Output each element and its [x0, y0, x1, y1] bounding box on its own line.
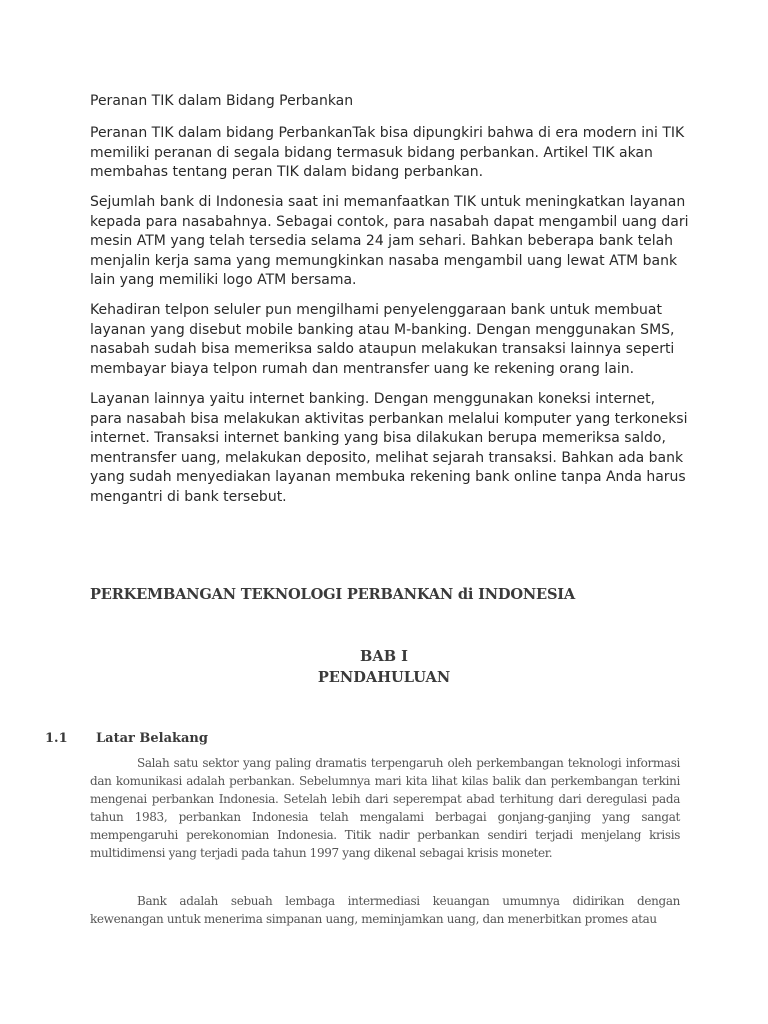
- paragraph-4: Layanan lainnya yaitu internet banking. Dengan menggunakan koneksi internet, para nasabah bisa melakukan aktivitas perbankan melalui komputer yang terkoneksi internet. Transaksi internet banking yang bisa dilakukan berupa memeriksa saldo, mentransfer uang, melakukan deposito, melihat sejarah transaksi. Bahkan ada bank yang sudah menyediakan layanan membuka rekening bank online tanpa Anda harus mengantri di bank tersebut.: [90, 391, 688, 505]
- chapter-title: PENDAHULUAN: [317, 669, 451, 686]
- subsection-paragraph-2: Bank adalah sebuah lembaga intermediasi keuangan umumnya didirikan dengan kewenangan untuk menerima simpanan uang, meminjamkan uang, dan menerbitkan promes atau: [90, 894, 680, 926]
- subsection-paragraph-1: Salah satu sektor yang paling dramatis terpengaruh oleh perkembangan teknologi informasi dan komunikasi adalah perbankan. Sebelumnya mari kita lihat kilas balik dan perkembangan terkini mengenai perbankan Indonesia. Setelah lebih dari seperempat abad terhitung dari deregulasi pada tahun 1983, perbankan Indonesia telah mengalami berbagai gonjang-ganjing yang sangat mempengaruhi perekonomian Indonesia. Titik nadir perbankan sendiri terjadi menjelang krisis multidimensi yang terjadi pada tahun 1997 yang dikenal sebagai krisis moneter.: [90, 756, 680, 860]
- subsection-number: 1.1: [45, 731, 68, 746]
- subsection-title: Latar Belakang: [96, 731, 208, 746]
- paragraph-2: Sejumlah bank di Indonesia saat ini memanfaatkan TIK untuk meningkatkan layanan kepada para nasabahnya. Sebagai contok, para nasabah dapat mengambil uang dari mesin ATM yang telah tersedia selama 24 jam sehari. Bahkan beberapa bank telah menjalin kerja sama yang memungkinkan nasaba mengambil uang lewat ATM bank lain yang memiliki logo ATM bersama.: [90, 194, 689, 289]
- paragraph-3: Kehadiran telpon seluler pun mengilhami penyelenggaraan bank untuk membuat layanan yang disebut mobile banking atau M-banking. Dengan menggunakan SMS, nasabah sudah bisa memeriksa saldo ataupun melakukan transaksi lainnya seperti membayar biaya telpon rumah dan mentransfer uang ke rekening orang lain.: [90, 302, 675, 377]
- chapter-number: BAB I: [360, 648, 408, 665]
- paragraph-1: Peranan TIK dalam bidang PerbankanTak bisa dipungkiri bahwa di era modern ini TIK memiliki peranan di segala bidang termasuk bidang perbankan. Artikel TIK akan membahas tentang peran TIK dalam bidang perbankan.: [90, 125, 685, 181]
- doc-title: Peranan TIK dalam Bidang Perbankan: [90, 93, 354, 109]
- section-heading: PERKEMBANGAN TEKNOLOGI PERBANKAN di INDONESIA: [90, 586, 576, 603]
